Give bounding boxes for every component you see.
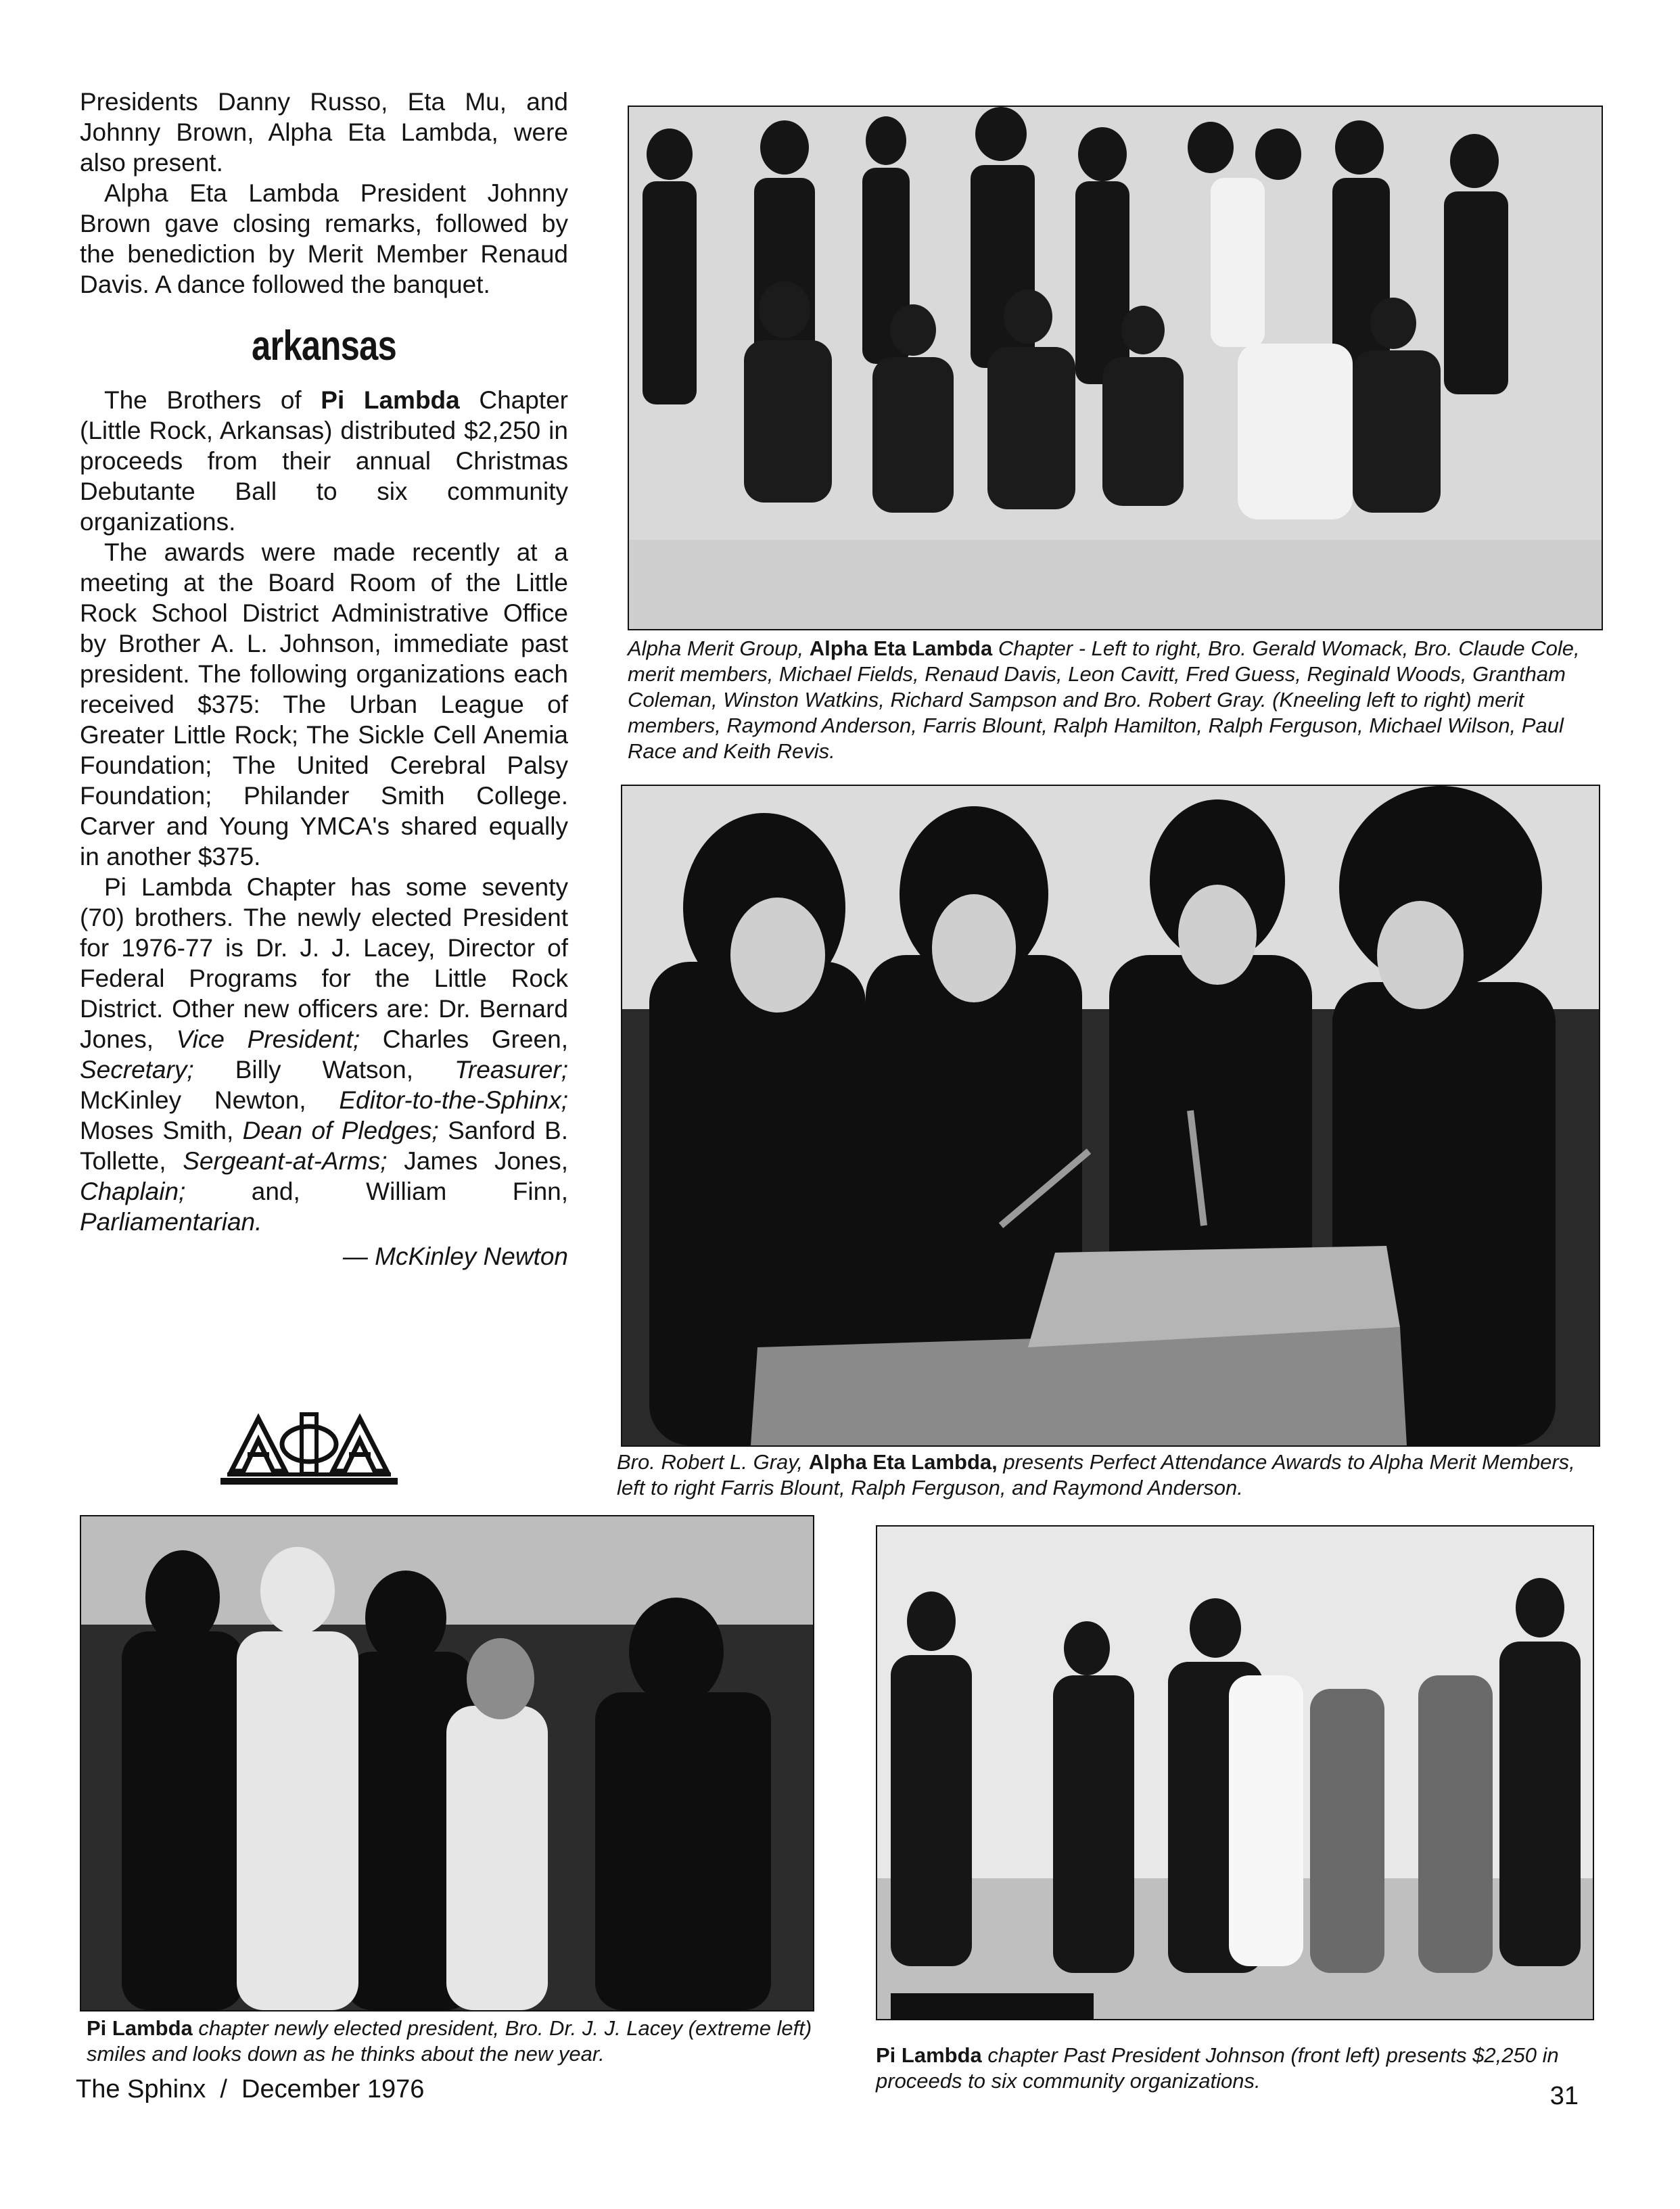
alpha-phi-alpha-logo-icon	[218, 1410, 400, 1491]
author-signature: — McKinley Newton	[342, 1242, 568, 1270]
page-number: 31	[1549, 2082, 1579, 2110]
officer-role: Dean of Pledges;	[242, 1117, 439, 1144]
officer-role: Sergeant-at-Arms;	[183, 1147, 388, 1175]
article-paragraph-3	[80, 872, 568, 1237]
photo-newly-elected-president	[80, 1515, 814, 2012]
photo-alpha-merit-group	[628, 106, 1603, 630]
article-column	[80, 87, 568, 1272]
officer-role: Treasurer;	[454, 1056, 568, 1084]
officer-role: Chaplain;	[80, 1178, 186, 1205]
chapter-name: Alpha Eta Lambda,	[808, 1450, 998, 1474]
caption-newly-elected-president	[87, 2016, 817, 2067]
text-run: Bro. Robert L. Gray,	[617, 1450, 809, 1474]
text-run: and, William Finn,	[185, 1178, 568, 1205]
article-paragraph-2: The awards were made recently at a meeting at the Board Room of the Little Rock School District Administrative Office by Brother A. L. Johnson, immediate past president. The following organizations each received $375: The Urban League of Greater Little Rock; The Sickle Cell Anemia Foundation; The United Cerebral Palsy Foundation; Philander Smith College. Carver and Young YMCA's shared equally in another $375.	[80, 538, 568, 870]
photo-perfect-attendance-awards	[621, 785, 1600, 1447]
text-run: presents Perfect Attendance Awards to Alpha Merit Members, left to right Farris Blount, Ralph Ferguson, and Raymond Anderson.	[617, 1450, 1575, 1499]
chapter-name: Pi Lambda	[876, 2043, 982, 2067]
text-run: Alpha Merit Group,	[628, 636, 810, 660]
text-run: Chapter (Little Rock, Arkansas) distributed $2,250 in proceeds from their annual Christmas Debutante Ball to six community organizations.	[80, 386, 568, 536]
caption-alpha-merit-group	[628, 636, 1602, 764]
section-heading: arkansas	[252, 323, 396, 369]
officer-role: Editor-to-the-Sphinx;	[339, 1086, 568, 1114]
text-run: chapter Past President Johnson (front left) presents $2,250 in proceeds to six community organizations.	[876, 2043, 1559, 2093]
officer-role: Parliamentarian.	[80, 1208, 262, 1236]
text-run: Sanford B. Tollette,	[80, 1117, 569, 1175]
chapter-name: Pi Lambda	[321, 386, 460, 414]
article-paragraph-1	[80, 385, 568, 537]
text-run: Moses Smith,	[80, 1117, 243, 1144]
article-closing-paragraph: Alpha Eta Lambda President Johnny Brown gave closing remarks, followed by the benediction by Merit Member Renaud Davis. A dance followed the banquet.	[80, 179, 568, 298]
officer-role: Vice President;	[176, 1025, 360, 1053]
text-run: The Brothers of	[104, 386, 321, 414]
caption-past-president-presents	[876, 2043, 1593, 2094]
text-run: Charles Green,	[360, 1025, 568, 1053]
chapter-name: Pi Lambda	[87, 2016, 193, 2040]
text-run: Chapter - Left to right, Bro. Gerald Womack, Bro. Claude Cole, merit members, Michael Fields, Renaud Davis, Leon Cavitt, Fred Guess, Reginald Woods, Grantham Coleman, Winston Watkins, Richard Sampson and Bro. Robert Gray. (Kneeling left to right) merit members, Raymond Anderson, Farris Blount, Ralph Hamilton, Ralph Ferguson, Michael Wilson, Paul Race and Keith Revis.	[628, 636, 1580, 763]
photo-past-president-presents	[876, 1525, 1594, 2020]
text-run: Billy Watson,	[193, 1056, 455, 1084]
caption-perfect-attendance-awards	[617, 1449, 1597, 1501]
publication-footer: The Sphinx / December 1976	[76, 2075, 425, 2103]
text-run: Pi Lambda Chapter has some seventy (70) brothers. The newly elected President for 1976-77 is Dr. J. J. Lacey, Director of Federal Programs for the Little Rock District. Other new officers are: Dr. Bernard Jones,	[80, 873, 568, 1053]
text-run: James Jones,	[387, 1147, 568, 1175]
text-run: chapter newly elected president, Bro. Dr. J. J. Lacey (extreme left) smiles and looks down as he thinks about the new year.	[87, 2016, 812, 2066]
text-run: McKinley Newton,	[80, 1086, 340, 1114]
officer-role: Secretary;	[80, 1056, 194, 1084]
chapter-name: Alpha Eta Lambda	[809, 636, 993, 660]
article-intro: Presidents Danny Russo, Eta Mu, and Johnny Brown, Alpha Eta Lambda, were also present.	[80, 88, 568, 177]
